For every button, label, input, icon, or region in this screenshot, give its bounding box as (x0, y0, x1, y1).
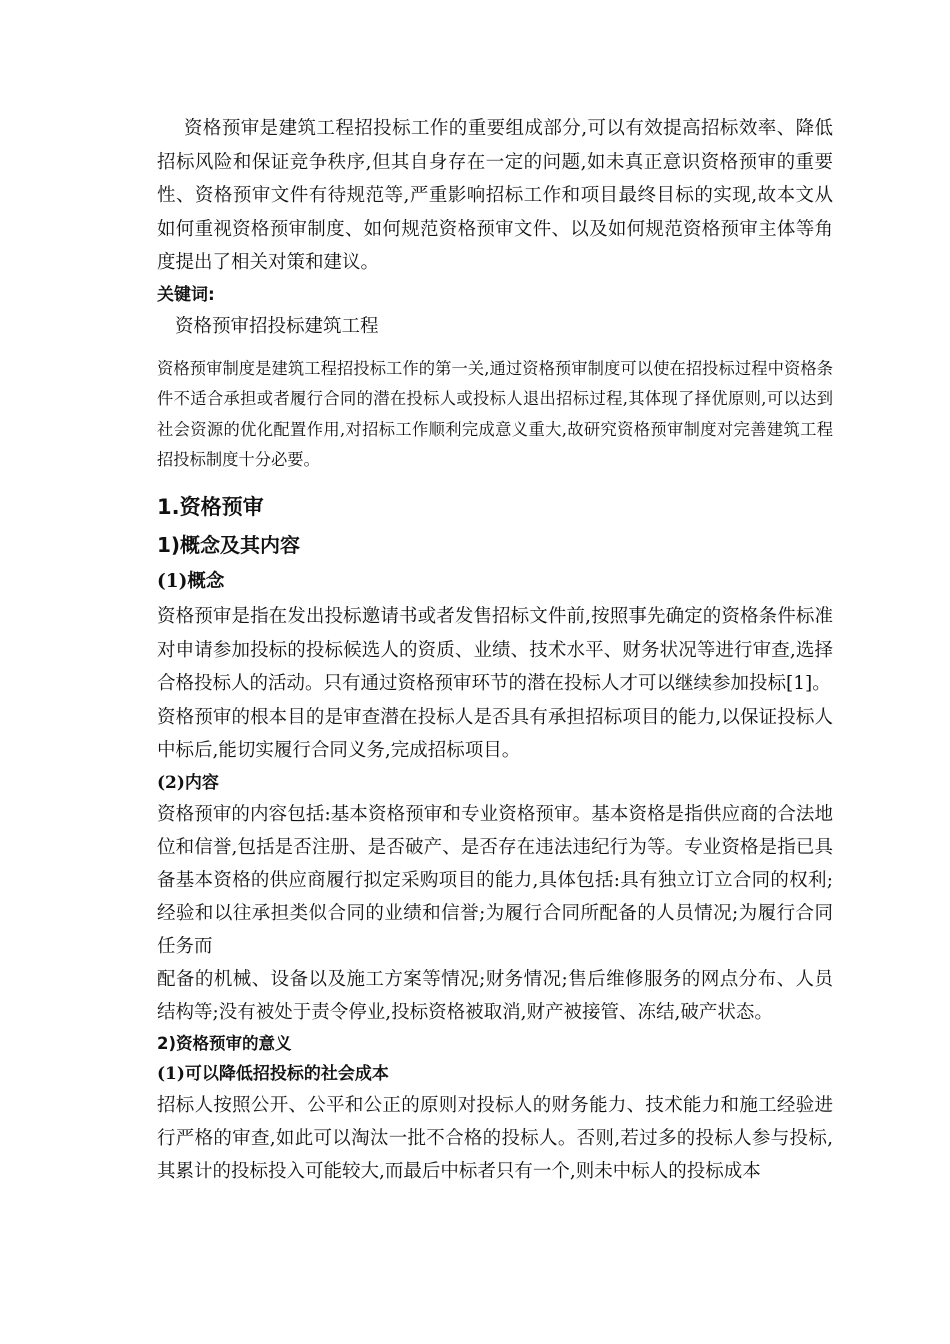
heading-content: (2)内容 (157, 772, 219, 793)
concept-paragraph-1: 资格预审是指在发出投标邀请书或者发售招标文件前,按照事先确定的资格条件标准对申请参加投标的投标候选人的资质、业绩、技术水平、财务状况等进行审查,选择合格投标人的活动。只有通过资格预审环节的潜在投标人才可以继续参加投标[1]。 (157, 605, 833, 695)
content-paragraph-1: 资格预审的内容包括:基本资格预审和专业资格预审。基本资格是指供应商的合法地位和信誉,包括是否注册、是否破产、是否存在违法违纪行为等。专业资格是指已具备基本资格的供应商履行拟定采购项目的能力,具体包括:具有独立订立合同的权利;经验和以往承担类似合同的业绩和信誉;为履行合同所配备的人员情况;为履行合同任务而 (157, 803, 833, 957)
section-heading-1: 1.资格预审 (157, 494, 264, 519)
keywords-text: 资格预审招投标建筑工程 (175, 315, 379, 337)
heading-reduce-cost: (1)可以降低招投标的社会成本 (157, 1063, 389, 1084)
concept-paragraph-2: 资格预审的根本目的是审查潜在投标人是否具有承担招标项目的能力,以保证投标人中标后,能切实履行合同义务,完成招标项目。 (157, 706, 833, 762)
content-paragraph-2: 配备的机械、设备以及施工方案等情况;财务情况;售后维修服务的网点分布、人员结构等;没有被处于责令停业,投标资格被取消,财产被接管、冻结,破产状态。 (157, 968, 833, 1023)
reduce-cost-paragraph: 招标人按照公开、公平和公正的原则对投标人的财务能力、技术能力和施工经验进行严格的审查,如此可以淘汰一批不合格的投标人。否则,若过多的投标人参与投标,其累计的投标投入可能较大,而最后中标者只有一个,则未中标人的投标成本 (157, 1094, 833, 1182)
abstract-paragraph: 资格预审是建筑工程招投标工作的重要组成部分,可以有效提高招标效率、降低招标风险和保证竞争秩序,但其自身存在一定的问题,如未真正意识资格预审的重要性、资格预审文件有待规范等,严重影响招标工作和项目最终目标的实现,故本文从如何重视资格预审制度、如何规范资格预审文件、以及如何规范资格预审主体等角度提出了相关对策和建议。 (157, 118, 833, 274)
heading-concept: (1)概念 (157, 570, 225, 592)
document-page (157, 112, 833, 1188)
intro-paragraph: 资格预审制度是建筑工程招投标工作的第一关,通过资格预审制度可以使在招投标过程中资格条件不适合承担或者履行合同的潜在投标人或投标人退出招标过程,其体现了择优原则,可以达到社会资源的优化配置作用,对招标工作顺利完成意义重大,故研究资格预审制度对完善建筑工程招投标制度十分必要。 (157, 358, 833, 470)
subsection-heading-significance: 2)资格预审的意义 (157, 1033, 292, 1053)
subsection-heading-concept: 1)概念及其内容 (157, 532, 301, 557)
keywords-label: 关键词: (157, 284, 215, 305)
